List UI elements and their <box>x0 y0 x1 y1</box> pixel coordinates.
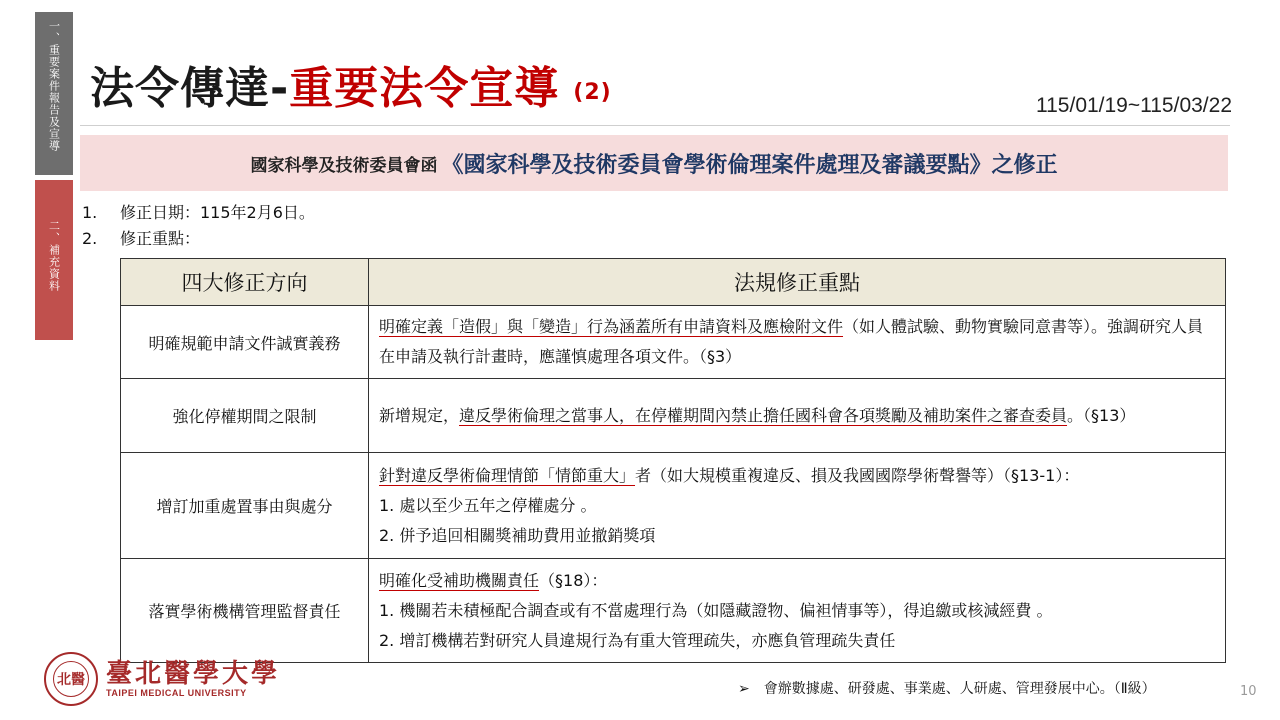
amendment-table <box>120 258 1226 663</box>
column-header-direction: 四大修正方向 <box>121 259 369 306</box>
detail-text: （如人體試驗、動物實驗同意書等）。強調研究人員在申請及執行計畫時，應謹慎處理各項文件。（§3） <box>379 317 1204 366</box>
direction-cell: 增訂加重處置事由與處分 <box>121 453 369 559</box>
detail-cell <box>369 306 1226 379</box>
detail-line <box>379 566 1215 596</box>
highlighted-text: 違反學術倫理之當事人，在停權期間內禁止擔任國科會各項獎勵及補助案件之審查委員 <box>459 405 1068 425</box>
logo-english-name: TAIPEI MEDICAL UNIVERSITY <box>106 688 247 698</box>
list-item <box>82 200 315 226</box>
direction-cell: 強化停權期間之限制 <box>121 379 369 453</box>
numbered-list <box>82 200 315 252</box>
page-number: 10 <box>1240 684 1257 699</box>
list-text: 修正日期：115年2月6日。 <box>120 203 315 222</box>
list-text: 修正重點： <box>120 229 201 248</box>
highlighted-text: 明確化受補助機關責任 <box>379 570 540 590</box>
direction-cell: 明確規範申請文件誠實義務 <box>121 306 369 379</box>
title-main: 法令傳達- <box>90 63 290 114</box>
detail-line <box>379 626 1215 656</box>
detail-line <box>379 312 1215 372</box>
subtitle-banner <box>80 135 1228 191</box>
detail-text: 新增規定， <box>379 405 460 425</box>
title-suffix: (2) <box>573 80 612 105</box>
detail-line <box>379 461 1215 491</box>
table-row <box>121 306 1226 379</box>
university-seal-icon <box>44 652 98 706</box>
detail-line <box>379 596 1215 626</box>
direction-cell: 落實學術機構管理監督責任 <box>121 559 369 663</box>
logo-wordmark <box>106 660 280 698</box>
university-logo <box>44 652 280 706</box>
header-divider <box>80 125 1230 126</box>
table-row <box>121 379 1226 453</box>
footnote-text: 會辦數據處、研發處、事業處、人研處、管理發展中心。（Ⅱ級） <box>763 681 1156 697</box>
detail-line <box>379 401 1215 431</box>
detail-text: 者（如大規模重複違反、損及我國國際學術聲譽等）（§13-1）： <box>635 465 1080 485</box>
detail-line <box>379 521 1215 551</box>
detail-text: 1. 機關若未積極配合調查或有不當處理行為（如隱藏證物、偏袒情事等），得追繳或核減經費 。 <box>379 600 1053 620</box>
sidebar-tab-supplementary[interactable] <box>35 180 73 340</box>
detail-text: 2. 增訂機構若對研究人員違規行為有重大管理疏失，亦應負管理疏失責任 <box>379 630 896 650</box>
table-row <box>121 559 1226 663</box>
detail-cell <box>369 379 1226 453</box>
detail-cell <box>369 559 1226 663</box>
date-range: 115/01/19~115/03/22 <box>1036 94 1232 117</box>
highlighted-text: 針對違反學術倫理情節「情節重大」 <box>379 465 636 485</box>
title-highlight: 重要法令宣導 <box>289 63 560 114</box>
arrow-bullet-icon: ➢ <box>738 681 750 697</box>
detail-line <box>379 491 1215 521</box>
column-header-key-points: 法規修正重點 <box>369 259 1226 306</box>
seal-text: 北醫 <box>53 661 89 697</box>
table-body <box>121 306 1226 663</box>
list-item <box>82 226 315 252</box>
logo-chinese-name: 臺北醫學大學 <box>106 659 281 689</box>
subtitle-document: 《國家科學及技術委員會學術倫理案件處理及審議要點》之修正 <box>441 152 1058 178</box>
detail-text: （§18）： <box>539 570 608 590</box>
sidebar-tab-label: 一、重要案件報告及宣導 <box>47 20 61 152</box>
table-header-row <box>121 259 1226 306</box>
footnote <box>738 678 1156 698</box>
sidebar-tab-label: 二、補充資料 <box>47 220 61 292</box>
subtitle-agency: 國家科學及技術委員會函 <box>250 155 438 176</box>
detail-text: 。（§13） <box>1067 405 1136 425</box>
list-number: 1. <box>82 203 98 222</box>
table-row <box>121 453 1226 559</box>
detail-text: 1. 處以至少五年之停權處分 。 <box>379 495 597 515</box>
detail-text: 2. 併予追回相關獎補助費用並撤銷獎項 <box>379 525 656 545</box>
list-number: 2. <box>82 229 98 248</box>
detail-cell <box>369 453 1226 559</box>
highlighted-text: 明確定義「造假」與「變造」行為涵蓋所有申請資料及應檢附文件 <box>379 317 844 336</box>
sidebar-tab-reports[interactable] <box>35 12 73 175</box>
page-title <box>90 52 612 116</box>
